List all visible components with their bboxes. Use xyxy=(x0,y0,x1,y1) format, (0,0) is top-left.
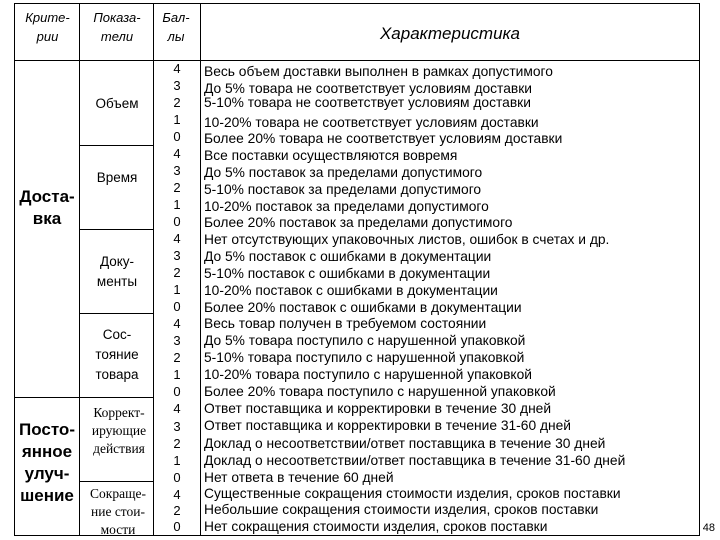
row-characteristic: 5-10% поставок с ошибками в документации xyxy=(204,266,491,281)
row-score: 1 xyxy=(173,112,181,127)
indicator-corrective-actions: Коррект-ирующие действия xyxy=(91,405,147,456)
group-divider xyxy=(79,145,153,146)
column-divider xyxy=(200,3,201,536)
row-score: 3 xyxy=(173,248,181,263)
row-characteristic: До 5% товара поступило с нарушенной упаковкой xyxy=(204,333,526,348)
row-characteristic: Ответ поставщика и корректировки в течение 31-60 дней xyxy=(204,418,572,433)
column-divider xyxy=(79,3,80,536)
row-score: 2 xyxy=(173,95,181,110)
row-score: 0 xyxy=(173,299,181,314)
row-score: 1 xyxy=(173,282,181,297)
indicator-time: Время xyxy=(96,170,138,185)
row-characteristic: Нет ответа в течение 60 дней xyxy=(204,470,394,485)
group-divider xyxy=(79,313,153,314)
row-score: 0 xyxy=(173,470,181,485)
row-characteristic: 5-10% товара не соответствует условиям доставки xyxy=(204,95,531,110)
row-characteristic: Ответ поставщика и корректировки в течение 30 дней xyxy=(204,401,552,416)
category-continuous-improvement: Посто-янное улуч-шение xyxy=(19,420,75,505)
header-characteristic: Характеристика xyxy=(379,24,521,43)
page-number: 48 xyxy=(702,522,715,534)
row-characteristic: Более 20% поставок с ошибками в документации xyxy=(204,300,522,315)
row-score: 2 xyxy=(173,265,181,280)
indicator-goods-condition: Сос-тояние товара xyxy=(95,327,139,382)
row-score: 0 xyxy=(173,129,181,144)
header-scores: Бал-лы xyxy=(162,10,190,44)
row-score: 0 xyxy=(173,384,181,399)
row-characteristic: Более 20% товара не соответствует условиям доставки xyxy=(204,131,563,146)
group-divider xyxy=(14,397,153,398)
row-characteristic: Нет отсутствующих упаковочных листов, ошибок в счетах и др. xyxy=(204,232,610,247)
row-score: 2 xyxy=(173,503,181,518)
row-characteristic: Небольшие сокращения стоимости изделия, сроков поставки xyxy=(204,502,599,517)
row-characteristic: До 5% поставок с ошибками в документации xyxy=(204,249,492,264)
row-characteristic: Более 20% товара поступило с нарушенной упаковкой xyxy=(204,384,556,399)
row-characteristic: Существенные сокращения стоимости изделия, сроков поставки xyxy=(204,486,621,501)
row-score: 4 xyxy=(173,146,181,161)
row-score: 2 xyxy=(173,350,181,365)
row-characteristic: Весь товар получен в требуемом состоянии xyxy=(204,316,487,331)
row-score: 0 xyxy=(173,519,181,534)
indicator-documents: Доку-менты xyxy=(96,254,138,289)
row-characteristic: Более 20% поставок за пределами допустимого xyxy=(204,215,513,230)
header-divider xyxy=(14,60,700,61)
row-characteristic: 10-20% поставок с ошибками в документации xyxy=(204,283,498,298)
row-score: 1 xyxy=(173,197,181,212)
group-divider xyxy=(79,481,153,482)
row-score: 3 xyxy=(173,163,181,178)
row-characteristic: Нет сокращения стоимости изделия, сроков поставки xyxy=(204,519,548,534)
row-score: 1 xyxy=(173,453,181,468)
row-score: 4 xyxy=(173,487,181,502)
row-score: 1 xyxy=(173,367,181,382)
indicator-volume: Объем xyxy=(95,96,139,111)
header-indicators: Показа-тели xyxy=(93,10,141,44)
row-score: 4 xyxy=(173,401,181,416)
row-score: 4 xyxy=(173,61,181,76)
row-characteristic: Доклад о несоответствии/ответ поставщика в течение 30 дней xyxy=(204,436,606,451)
row-score: 0 xyxy=(173,214,181,229)
row-characteristic: 10-20% товара не соответствует условиям доставки xyxy=(204,115,539,130)
header-criteria: Крите-рии xyxy=(25,10,70,44)
row-characteristic: Доклад о несоответствии/ответ поставщика в течение 31-60 дней xyxy=(204,453,626,468)
row-score: 4 xyxy=(173,316,181,331)
category-delivery: Доста-вка xyxy=(19,187,75,228)
row-score: 3 xyxy=(173,78,181,93)
row-characteristic: 5-10% товара поступило с нарушенной упаковкой xyxy=(204,350,525,365)
indicator-cost-reduction: Сокраще-ние стои-мости xyxy=(90,486,146,537)
group-divider xyxy=(79,229,153,230)
row-characteristic: 5-10% поставок за пределами допустимого xyxy=(204,182,482,197)
row-characteristic: 10-20% товара поступило с нарушенной упаковкой xyxy=(204,367,532,382)
row-characteristic: До 5% поставок за пределами допустимого xyxy=(204,165,483,180)
row-score: 3 xyxy=(173,419,181,434)
row-characteristic: До 5% товара не соответствует условиям доставки xyxy=(204,81,532,96)
row-score: 2 xyxy=(173,180,181,195)
row-score: 2 xyxy=(173,436,181,451)
row-characteristic: Все поставки осуществляются вовремя xyxy=(204,148,458,163)
row-score: 4 xyxy=(173,231,181,246)
row-characteristic: Весь объем доставки выполнен в рамках допустимого xyxy=(204,64,553,79)
row-score: 3 xyxy=(173,333,181,348)
row-characteristic: 10-20% поставок за пределами допустимого xyxy=(204,199,489,214)
